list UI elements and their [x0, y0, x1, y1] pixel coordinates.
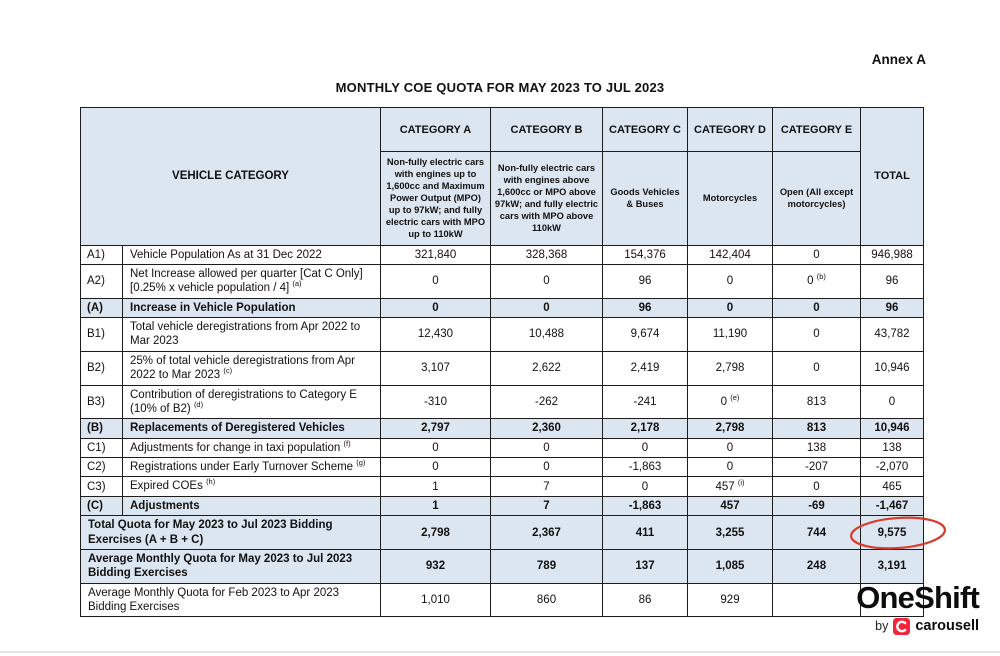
value-cell: 9,674: [603, 318, 688, 352]
table-body: [81, 245, 924, 617]
category-name-header: CATEGORY D: [688, 108, 773, 152]
value-cell: -69: [773, 496, 861, 515]
value-cell: 860: [491, 583, 603, 617]
table-row: [81, 351, 924, 385]
total-value-cell: -2,070: [861, 458, 924, 477]
header-row-names: [81, 108, 924, 152]
category-description: Open (All except motorcycles): [773, 152, 861, 246]
oneshift-wordmark: OneShift: [856, 580, 979, 615]
value-cell: 2,797: [381, 419, 491, 438]
value-cell: 457 $^{(i)}$: [688, 477, 773, 496]
value-cell: 1,085: [688, 549, 773, 583]
table-row: [81, 583, 924, 617]
value-cell: 137: [603, 549, 688, 583]
value-cell: -207: [773, 458, 861, 477]
value-cell: 321,840: [381, 245, 491, 264]
value-cell: 789: [491, 549, 603, 583]
carousell-label: carousell: [915, 618, 979, 635]
row-label-cell: Expired COEs $^{(h)}$: [123, 477, 381, 496]
row-code-cell: A2): [81, 264, 123, 298]
table-row: [81, 458, 924, 477]
total-value-cell: 96: [861, 264, 924, 298]
total-header: TOTAL: [861, 108, 924, 246]
value-cell: 2,798: [688, 419, 773, 438]
value-cell: 1: [381, 477, 491, 496]
row-label-cell: Increase in Vehicle Population: [123, 298, 381, 317]
table-row: [81, 516, 924, 550]
row-label-cell: Net Increase allowed per quarter [Cat C Only] [0.25% x vehicle population / 4] $^{(a)}$: [123, 264, 381, 298]
carousell-icon: [893, 618, 910, 635]
value-cell: 2,622: [491, 351, 603, 385]
row-code-cell: C2): [81, 458, 123, 477]
value-cell: 0: [381, 458, 491, 477]
table-header: [81, 108, 924, 246]
bottom-divider: [0, 651, 1000, 653]
table-row: [81, 385, 924, 419]
footnote-marker: (b): [816, 272, 826, 282]
annex-label: Annex A: [871, 52, 926, 67]
category-name-header: CATEGORY C: [603, 108, 688, 152]
value-cell: [773, 583, 861, 617]
byline: [856, 618, 979, 635]
row-label-cell: 25% of total vehicle deregistrations from Apr 2022 to Mar 2023 $^{(c)}$: [123, 351, 381, 385]
row-code-cell: B1): [81, 318, 123, 352]
value-cell: -310: [381, 385, 491, 419]
total-value-cell: 10,946: [861, 419, 924, 438]
value-cell: 932: [381, 549, 491, 583]
total-value-cell: 9,575: [861, 516, 924, 550]
value-cell: 96: [603, 298, 688, 317]
coe-quota-table-wrap: [80, 107, 924, 617]
total-value-cell: -1,467: [861, 496, 924, 515]
footnote-marker: (f): [343, 438, 351, 448]
row-label-cell: Adjustments: [123, 496, 381, 515]
value-cell: 96: [603, 264, 688, 298]
row-code-cell: (B): [81, 419, 123, 438]
row-code-cell: B2): [81, 351, 123, 385]
value-cell: 744: [773, 516, 861, 550]
value-cell: -262: [491, 385, 603, 419]
value-cell: 0: [491, 264, 603, 298]
value-cell: 813: [773, 385, 861, 419]
category-name-header: CATEGORY A: [381, 108, 491, 152]
table-row: [81, 298, 924, 317]
value-cell: 0 $^{(e)}$: [688, 385, 773, 419]
value-cell: 328,368: [491, 245, 603, 264]
total-value-cell: 43,782: [861, 318, 924, 352]
category-description: Motorcycles: [688, 152, 773, 246]
value-cell: 0: [688, 298, 773, 317]
row-code-cell: (A): [81, 298, 123, 317]
value-cell: 248: [773, 549, 861, 583]
value-cell: 2,419: [603, 351, 688, 385]
value-cell: 142,404: [688, 245, 773, 264]
value-cell: 0: [491, 298, 603, 317]
row-label-cell: Registrations under Early Turnover Scheme $^{(g)}$: [123, 458, 381, 477]
vehicle-category-header: VEHICLE CATEGORY: [81, 108, 381, 246]
value-cell: 7: [491, 477, 603, 496]
value-cell: 0: [773, 298, 861, 317]
value-cell: 0: [381, 264, 491, 298]
value-cell: 0: [688, 264, 773, 298]
table-row: [81, 245, 924, 264]
total-value-cell: 946,988: [861, 245, 924, 264]
category-description: Non-fully electric cars with engines above 1,600cc or MPO above 97kW; and fully electric cars with MPO above 110kW: [491, 152, 603, 246]
value-cell: 86: [603, 583, 688, 617]
value-cell: 0: [491, 458, 603, 477]
value-cell: 0: [773, 245, 861, 264]
total-value-cell: 465: [861, 477, 924, 496]
value-cell: 0: [688, 458, 773, 477]
footnote-marker: (g): [356, 458, 366, 468]
row-code-cell: B3): [81, 385, 123, 419]
category-name-header: CATEGORY E: [773, 108, 861, 152]
total-value-cell: 138: [861, 438, 924, 457]
total-value-cell: 10,946: [861, 351, 924, 385]
row-label-cell: Vehicle Population As at 31 Dec 2022: [123, 245, 381, 264]
category-description: Non-fully electric cars with engines up to 1,600cc and Maximum Power Output (MPO) up to 97kW; and fully electric cars with MPO up to 110kW: [381, 152, 491, 246]
value-cell: 2,798: [381, 516, 491, 550]
footnote-marker: (a): [292, 279, 302, 289]
value-cell: -1,863: [603, 458, 688, 477]
value-cell: 0: [773, 318, 861, 352]
value-cell: 813: [773, 419, 861, 438]
row-label-cell: Total Quota for May 2023 to Jul 2023 Bidding Exercises (A + B + C): [81, 516, 381, 550]
value-cell: 1: [381, 496, 491, 515]
footnote-marker: (i): [737, 477, 745, 487]
footnote-marker: (e): [730, 393, 740, 403]
category-description: Goods Vehicles & Buses: [603, 152, 688, 246]
value-cell: 3,107: [381, 351, 491, 385]
row-label-cell: Contribution of deregistrations to Category E (10% of B2) $^{(d)}$: [123, 385, 381, 419]
value-cell: 0: [688, 438, 773, 457]
value-cell: 0: [773, 477, 861, 496]
value-cell: 154,376: [603, 245, 688, 264]
total-value-cell: 96: [861, 298, 924, 317]
table-row: [81, 549, 924, 583]
table-row: [81, 264, 924, 298]
value-cell: 138: [773, 438, 861, 457]
value-cell: 2,798: [688, 351, 773, 385]
row-label-cell: Total vehicle deregistrations from Apr 2022 to Mar 2023: [123, 318, 381, 352]
value-cell: 2,367: [491, 516, 603, 550]
value-cell: 0: [491, 438, 603, 457]
value-cell: -241: [603, 385, 688, 419]
table-row: [81, 477, 924, 496]
value-cell: 1,010: [381, 583, 491, 617]
row-label-cell: Adjustments for change in taxi population $^{(f)}$: [123, 438, 381, 457]
value-cell: 0: [381, 298, 491, 317]
row-label-cell: Replacements of Deregistered Vehicles: [123, 419, 381, 438]
value-cell: -1,863: [603, 496, 688, 515]
red-circle-annotation: [847, 509, 950, 556]
row-code-cell: A1): [81, 245, 123, 264]
value-cell: 457: [688, 496, 773, 515]
table-row: [81, 419, 924, 438]
value-cell: 0: [603, 438, 688, 457]
value-cell: 929: [688, 583, 773, 617]
category-name-header: CATEGORY B: [491, 108, 603, 152]
row-label-cell: Average Monthly Quota for May 2023 to Jul 2023 Bidding Exercises: [81, 549, 381, 583]
row-code-cell: C1): [81, 438, 123, 457]
value-cell: 0 $^{(b)}$: [773, 264, 861, 298]
value-cell: 2,360: [491, 419, 603, 438]
value-cell: 12,430: [381, 318, 491, 352]
value-cell: 2,178: [603, 419, 688, 438]
row-label-cell: Average Monthly Quota for Feb 2023 to Apr 2023 Bidding Exercises: [81, 583, 381, 617]
row-code-cell: (C): [81, 496, 123, 515]
value-cell: 411: [603, 516, 688, 550]
value-cell: 0: [773, 351, 861, 385]
footer-logo: [856, 582, 979, 635]
total-value-cell: 0: [861, 385, 924, 419]
table-row: [81, 496, 924, 515]
footnote-marker: (d): [193, 400, 204, 410]
by-label: by: [875, 619, 889, 634]
value-cell: 11,190: [688, 318, 773, 352]
value-cell: 0: [381, 438, 491, 457]
total-value-cell: 3,191: [861, 549, 924, 583]
footnote-marker: (c): [223, 366, 233, 376]
value-cell: 3,255: [688, 516, 773, 550]
table-row: [81, 318, 924, 352]
value-cell: 10,488: [491, 318, 603, 352]
value-cell: 7: [491, 496, 603, 515]
table-row: [81, 438, 924, 457]
value-cell: 0: [603, 477, 688, 496]
row-code-cell: C3): [81, 477, 123, 496]
page-title: MONTHLY COE QUOTA FOR MAY 2023 TO JUL 2023: [335, 80, 665, 95]
footnote-marker: (h): [206, 477, 216, 487]
coe-quota-table: [80, 107, 924, 617]
